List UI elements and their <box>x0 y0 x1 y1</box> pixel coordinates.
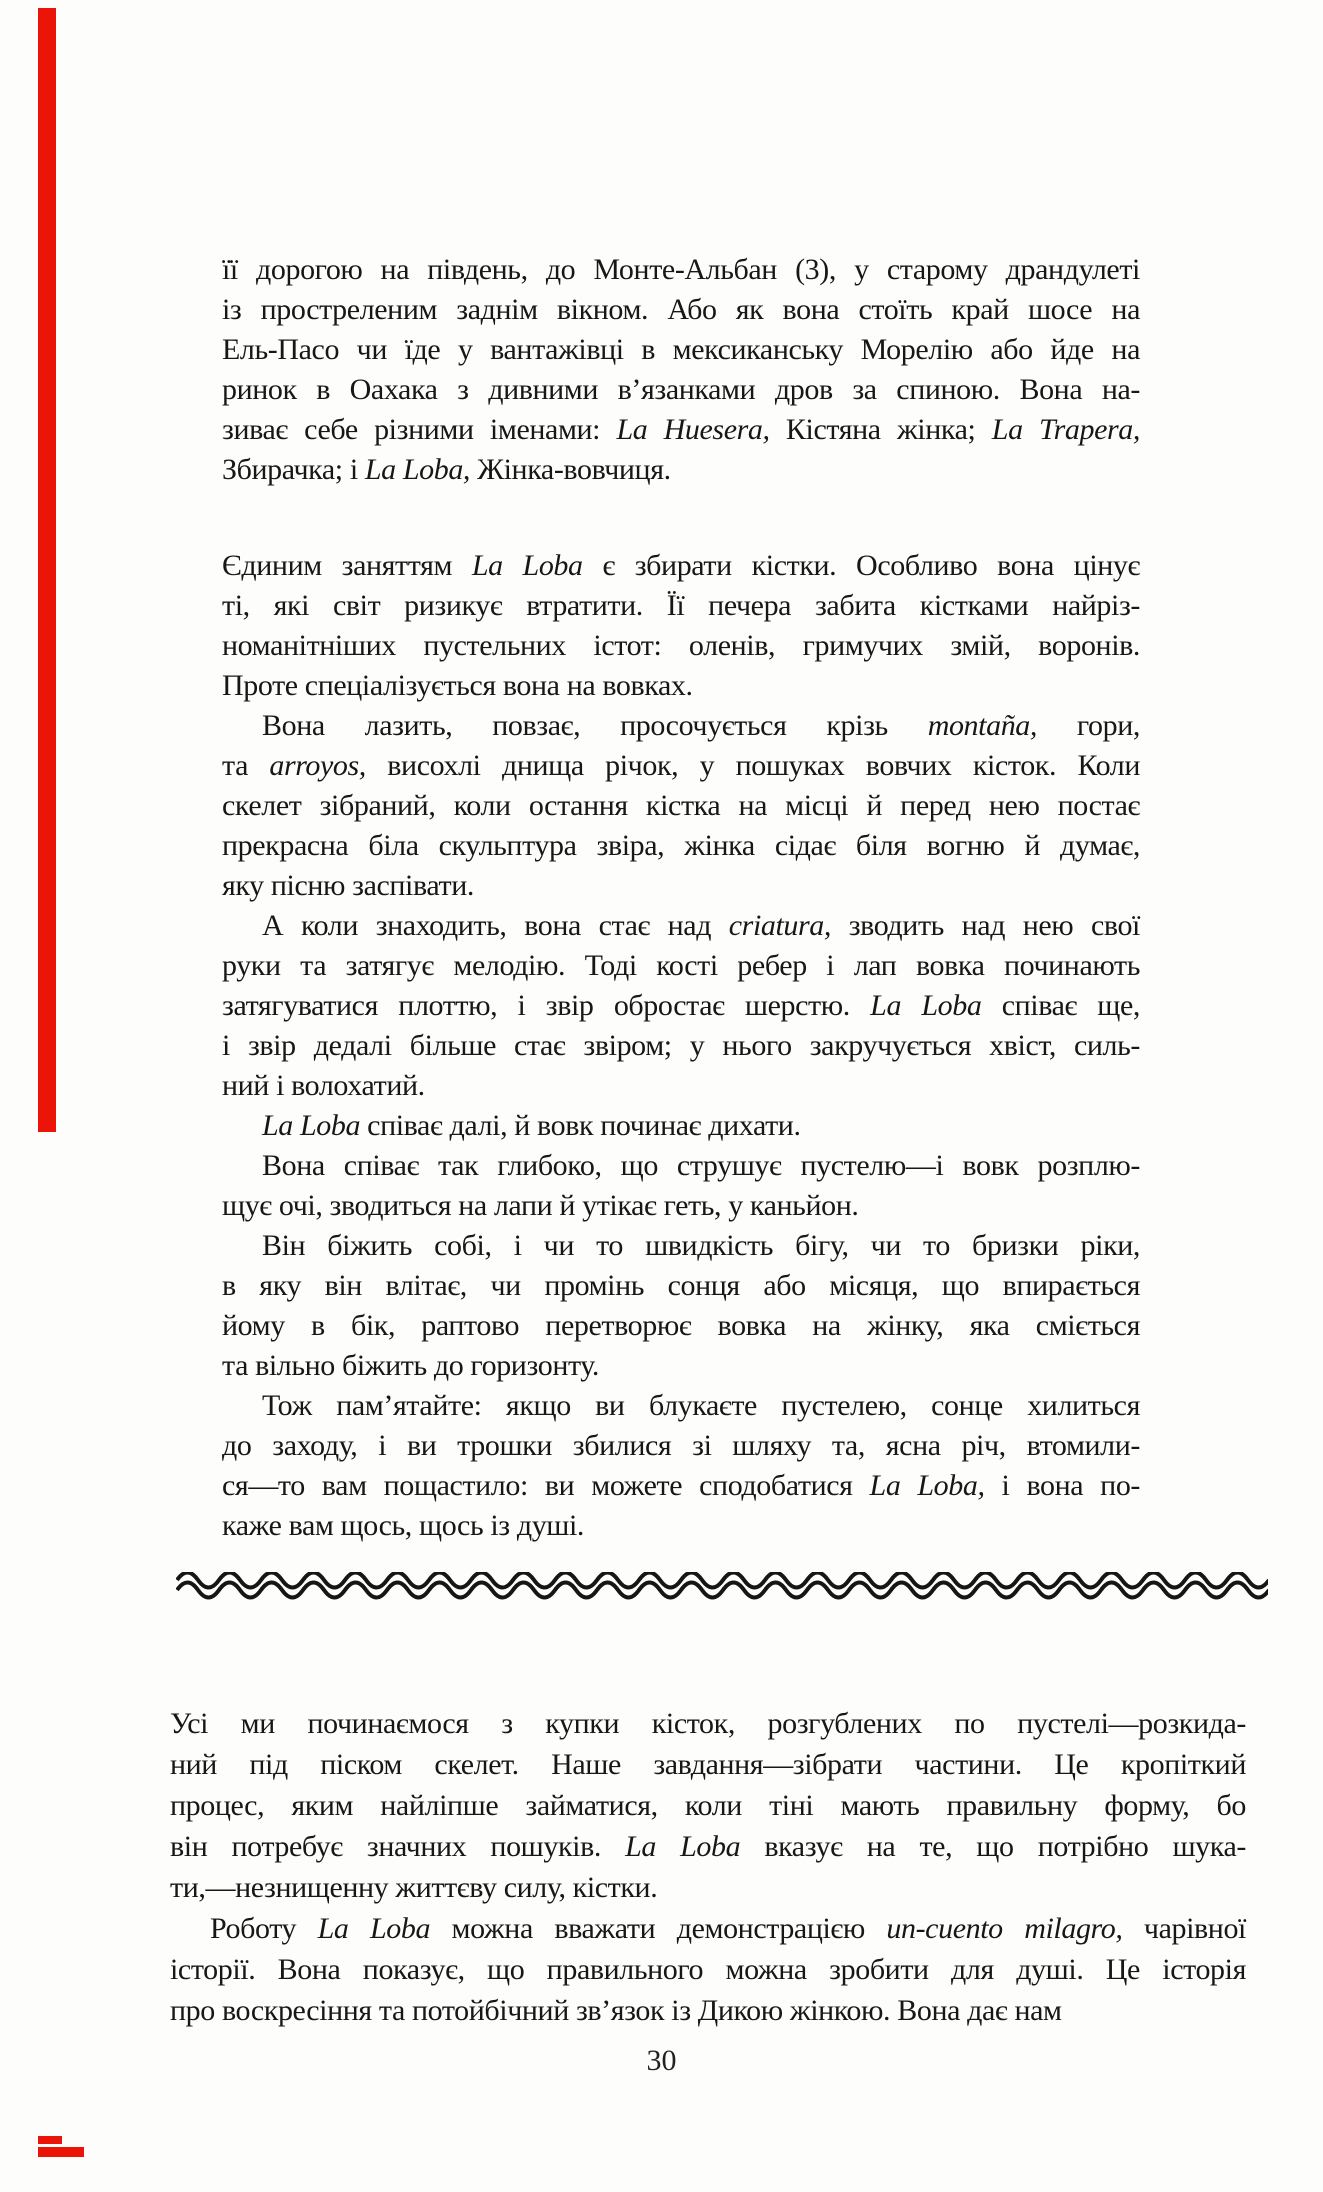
text-line <box>222 250 1140 290</box>
text-segment: Кістяна жінка; <box>769 413 992 446</box>
text-segment: і вона по- <box>984 1469 1141 1502</box>
text-segment: Вона співає так глибоко, що струшує пустелю—і вовк розплю- <box>262 1149 1140 1182</box>
text-segment: ти,—незнищенну життєву силу, кістки. <box>170 1871 658 1904</box>
text-segment: щує очі, зводиться на лапи й утікає геть, у каньйон. <box>222 1189 859 1222</box>
italic-text-segment: La Trapera, <box>991 413 1140 446</box>
text-line <box>222 946 1140 986</box>
text-segment: номанітніших пустельних істот: оленів, гримучих змій, воронів. <box>222 629 1140 662</box>
text-segment: Роботу <box>210 1912 318 1945</box>
text-line <box>170 1867 1246 1908</box>
text-segment: та вільно біжить до горизонту. <box>222 1349 599 1382</box>
italic-text-segment: La Loba <box>625 1830 741 1863</box>
text-segment: до заходу, і ви трошки збилися зі шляху та, ясна річ, втомили- <box>222 1429 1140 1462</box>
text-segment: вказує на те, що потрібно шука- <box>740 1830 1246 1863</box>
text-line <box>222 706 1140 746</box>
text-line <box>222 1106 1140 1146</box>
text-line <box>222 1226 1140 1266</box>
text-segment: яку пісню заспівати. <box>222 869 474 902</box>
text-segment: Єдиним заняттям <box>222 549 472 582</box>
text-segment: співає далі, й вовк починає дихати. <box>360 1109 801 1142</box>
text-segment: висохлі днища річок, у пошуках вовчих кісток. Коли <box>365 749 1141 782</box>
text-segment: затягуватися плоттю, і звір обростає шерстю. <box>222 989 871 1022</box>
text-segment: каже вам щось, щось із душі. <box>222 1509 585 1542</box>
text-line <box>222 786 1140 826</box>
italic-text-segment: La Loba <box>471 549 583 582</box>
text-segment: ся—то вам пощастило: ви можете сподобатися <box>222 1469 870 1502</box>
text-segment: Він біжить собі, і чи то швидкість бігу, чи то бризки ріки, <box>262 1229 1140 1262</box>
text-line <box>222 866 1140 906</box>
text-segment: прекрасна біла скульптура звіра, жінка сідає біля вогню й думає, <box>222 829 1140 862</box>
commentary-text-block <box>170 1703 1246 2031</box>
text-segment: Жінка-вовчиця. <box>470 453 671 486</box>
text-line <box>170 1744 1246 1785</box>
red-edge-bar <box>38 8 56 1132</box>
text-segment: зиває себе різними іменами: <box>222 413 617 446</box>
text-line <box>222 1026 1140 1066</box>
text-segment: Ель-Пасо чи їде у вантажівці в мексиканську Морелію або йде на <box>222 333 1140 366</box>
text-line <box>170 1949 1246 1990</box>
text-segment: ринок в Оахака з дивними в’язанками дров за спиною. Вона на- <box>222 373 1140 406</box>
text-segment: він потребує значних пошуків. <box>170 1830 626 1863</box>
text-line <box>222 370 1140 410</box>
text-line <box>222 826 1140 866</box>
text-line <box>222 1146 1140 1186</box>
text-line <box>222 626 1140 666</box>
italic-text-segment: La Loba <box>262 1109 361 1142</box>
text-segment: Вона лазить, повзає, просочується крізь <box>262 709 928 742</box>
text-segment: Усі ми починаємося з купки кісток, розгублених по пустелі—розкида- <box>170 1707 1246 1740</box>
text-line <box>222 1306 1140 1346</box>
italic-text-segment: La Loba, <box>364 453 471 486</box>
text-line <box>222 746 1140 786</box>
text-segment: зводить над нею свої <box>831 909 1140 942</box>
text-segment: Проте спеціалізується вона на вовках. <box>222 669 693 702</box>
double-wavy-divider <box>176 1572 1268 1602</box>
text-segment: із простреленим заднім вікном. Або як вона стоїть край шосе на <box>222 293 1140 326</box>
text-line <box>170 1703 1246 1744</box>
text-segment: та <box>222 749 270 782</box>
text-line <box>222 410 1140 450</box>
italic-text-segment: montaña, <box>927 709 1037 742</box>
text-segment: ний і волохатий. <box>222 1069 425 1102</box>
text-line <box>222 666 1140 706</box>
text-segment: і звір дедалі більше стає звіром; у нього закручується хвіст, силь- <box>222 1029 1140 1062</box>
text-segment: йому в бік, раптово перетворює вовка на жінку, яка сміється <box>222 1309 1140 1342</box>
page-number: 30 <box>646 2044 677 2077</box>
text-segment: ті, які світ ризикує втратити. Її печера забита кістками найріз- <box>222 589 1140 622</box>
text-line <box>170 1785 1246 1826</box>
italic-text-segment: La Loba <box>317 1912 431 1945</box>
italic-text-segment: La Loba <box>870 989 982 1022</box>
text-line <box>170 1990 1246 2031</box>
italic-text-segment: La Loba, <box>869 1469 985 1502</box>
text-segment: історії. Вона показує, що правильного можна зробити для душі. Це історія <box>170 1953 1246 1986</box>
text-line <box>222 1066 1140 1106</box>
italic-text-segment: La Huesera, <box>616 413 770 446</box>
text-segment: в яку він влітає, чи промінь сонця або місяця, що впирається <box>222 1269 1140 1302</box>
text-line <box>170 1826 1246 1867</box>
italic-text-segment: un-cuento milagro, <box>886 1912 1123 1945</box>
text-segment: Тож пам’ятайте: якщо ви блукаєте пустелею, сонце хилиться <box>262 1389 1140 1422</box>
text-line <box>222 1186 1140 1226</box>
text-line <box>222 1466 1140 1506</box>
text-line <box>222 1506 1140 1546</box>
text-segment: можна вважати демонстрацією <box>430 1912 887 1945</box>
text-line <box>222 586 1140 626</box>
text-segment: скелет зібраний, коли остання кістка на місці й перед нею постає <box>222 789 1140 822</box>
text-line <box>222 1266 1140 1306</box>
text-segment: ний під піском скелет. Наше завдання—зібрати частини. Це кропіткий <box>170 1748 1246 1781</box>
text-line <box>222 450 1140 490</box>
text-line <box>222 546 1140 586</box>
text-line <box>222 986 1140 1026</box>
italic-text-segment: arroyos, <box>269 749 366 782</box>
main-text-block <box>222 250 1140 1546</box>
text-segment: руки та затягує мелодію. Тоді кості ребер і лап вовка починають <box>222 949 1140 982</box>
text-segment: співає ще, <box>981 989 1140 1022</box>
text-line <box>170 1908 1246 1949</box>
text-line <box>222 290 1140 330</box>
text-segment: є збирати кістки. Особливо вона цінує <box>582 549 1140 582</box>
text-segment: чарівної <box>1122 1912 1246 1945</box>
text-segment: Збирачка; і <box>222 453 365 486</box>
text-segment: А коли знаходить, вона стає над <box>262 909 729 942</box>
red-edge-mark <box>38 2136 62 2144</box>
text-line <box>222 906 1140 946</box>
text-segment: її дорогою на південь, до Монте-Альбан (3), у старому драндулеті <box>222 253 1140 286</box>
text-line <box>222 1346 1140 1386</box>
text-line <box>222 1386 1140 1426</box>
text-line <box>222 330 1140 370</box>
text-segment: про воскресіння та потойбічний зв’язок із Дикою жінкою. Вона дає нам <box>170 1994 1062 2027</box>
text-segment: процес, яким найліпше займатися, коли тіні мають правильну форму, бо <box>170 1789 1246 1822</box>
red-edge-mark <box>38 2147 84 2157</box>
italic-text-segment: criatura, <box>728 909 832 942</box>
text-segment: гори, <box>1037 709 1140 742</box>
text-line <box>222 1426 1140 1466</box>
